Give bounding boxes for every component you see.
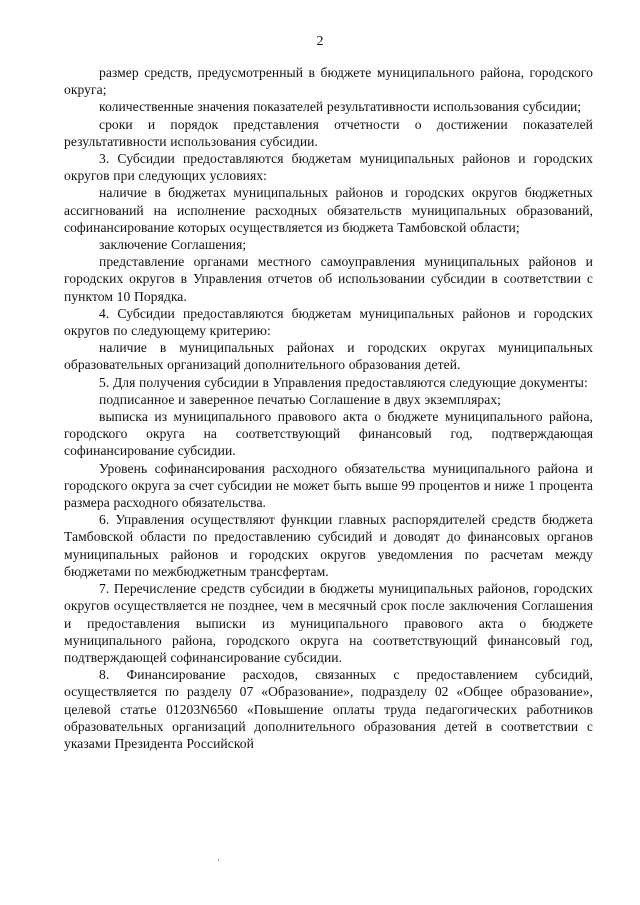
paragraph: заключение Соглашения; [99,237,247,253]
paragraph: 8. Финансирование расходов, связанных с предоставлением субсидий, осуществляется по разделу 07 «Образование», подразделу 02 «Общее образование», целевой статье 01203N6560 «Повышение оплаты труда педагогических работников образовательных организаций дополнительного образования детей в соответствии с указами Президента Российской [64,667,593,751]
paragraph: 6. Управления осуществляют функции главных распорядителей средств бюджета Тамбовской области по предоставлению субсидий и доводят до финансовых органов муниципальных районов и городских округов уведомления по расчетам между бюджетами по межбюджетным трансфертам. [64,512,593,579]
paragraph: 5. Для получения субсидии в Управления предоставляются следующие документы: [99,374,588,390]
paragraph: выписка из муниципального правового акта о бюджете муниципального района, городского округа на соответствующий финансовый год, подтверждающая софинансирование субсидии. [64,409,593,459]
document-body [64,64,593,752]
paragraph: количественные значения показателей результативности использования субсидии; [99,99,582,115]
paragraph: размер средств, предусмотренный в бюджете муниципального района, городского округа; [64,65,593,98]
paragraph: 3. Субсидии предоставляются бюджетам муниципальных районов и городских округов при следующих условиях: [64,151,593,184]
page-number: 2 [316,34,324,49]
paragraph: наличие в бюджетах муниципальных районов и городских округов бюджетных ассигнований на исполнение расходных обязательств муниципальных образований, софинансирование которых осуществляется из бюджета Тамбовской области; [64,185,593,235]
paragraph: 4. Субсидии предоставляются бюджетам муниципальных районов и городских округов по следующему критерию: [64,305,593,339]
paragraph: 7. Перечисление средств субсидии в бюджеты муниципальных районов, городских округов осуществляется не позднее, чем в месячный срок после заключения Соглашения и предоставления выписки из муниципального правового акта о бюджете муниципального района, городского округа на соответствующий финансовый год, подтверждающей софинансирование субсидии. [64,581,593,665]
paragraph: наличие в муниципальных районах и городских округах муниципальных образовательных организаций дополнительного образования детей. [64,340,593,373]
paragraph: Уровень софинансирования расходного обязательства муниципального района и городского округа за счет субсидии не может быть выше 99 процентов и ниже 1 процента размера расходного обязательства. [64,460,593,511]
paragraph: подписанное и заверенное печатью Соглашение в двух экземплярах; [99,391,501,407]
paragraph: сроки и порядок представления отчетности о достижении показателей результативности использования субсидии. [64,116,593,149]
scan-speck [218,859,219,861]
paragraph: представление органами местного самоуправления муниципальных районов и городских округов в Управления отчетов об использовании субсидии в соответствии с пунктом 10 Порядка. [64,254,593,304]
